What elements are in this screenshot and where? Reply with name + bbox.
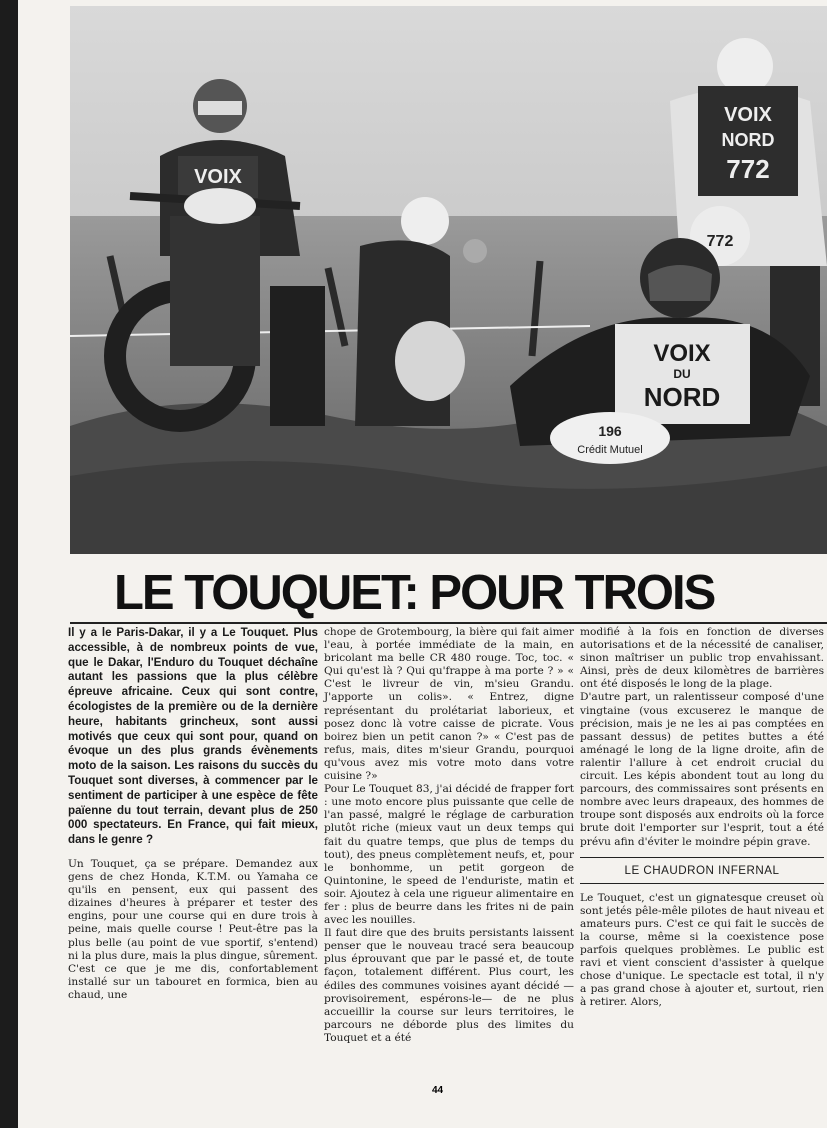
column-1	[68, 626, 318, 1002]
column-3	[580, 626, 824, 1010]
column-3-paragraph-3: Le Touquet, c'est un gignatesque creuset où sont jetés pêle-mêle pilotes de haut niveau et amateurs purs. C'est ce qui fait le succès de la course, même si la coexistence pose parfois quelques problèmes. Le public est ravi et vient conscient d'assister à quelque chose d'unique. Le spectacle est total, il n'y a pas grand chose à ajouter et, surtout, rien à retirer. Alors,	[580, 891, 824, 1009]
column-3-paragraph-2: D'autre part, un ralentisseur composé d'une vingtaine (vous excuserez le manque de précision, mais je ne les ai pas comptées en passant dessus) de petites buttes a été aménagé le long de la ligne droite, afin de ralentir l'allure à cet endroit crucial du circuit. Les képis abondent tout au long du parcours, des commissaires sont présents en nombre avec leurs drapeaux, des hommes de troupe sont disposés aux endroits où la force brute doit l'emporter sur l'esprit, tout a été prévu afin d'éviter le moindre pépin grave.	[580, 691, 824, 848]
svg-text:VOIX: VOIX	[724, 104, 772, 126]
article-headline: LE TOUQUET: POUR TROIS	[114, 566, 715, 620]
svg-text:VOIX: VOIX	[194, 166, 242, 188]
svg-text:NORD: NORD	[721, 130, 775, 150]
enduro-race-photo	[70, 6, 827, 554]
column-2-paragraph-2: Pour Le Touquet 83, j'ai décidé de frapper fort : une moto encore plus puissante que celle de l'an passé, malgré le réglage de carburation plutôt riche (mieux vaut un deux temps qui fait du quatre temps, que plus de temps du tout), des pneus complètement neufs, et, pour le bonhomme, un petit gorgeon de Quintonine, le speed de l'enduriste, matin et soir. Ajoutez à cela une rigueur alimentaire en fer : plus de beurre dans les frites ni de pain avec les nouilles.	[324, 783, 574, 927]
column-1-body: Un Touquet, ça se prépare. Demandez aux gens de chez Honda, K.T.M. ou Yamaha ce qu'ils en pensent, eux qui passent des dizaines d'heures à préparer et tester des engins, pour une course qui en dure trois à peine, mais quelle course ! Peut-être pas la plus belle (au point de vue sportif, s'entend) ni la plus dure, mais la plus dingue, sûrement. C'est ce que je me dis, confortablement installé sur un tabouret en formica, bien au chaud, une	[68, 857, 318, 1001]
headline-rule	[70, 622, 827, 624]
magazine-page	[18, 0, 827, 1128]
section-subheading: LE CHAUDRON INFERNAL	[580, 857, 824, 884]
column-2-paragraph-1: chope de Grotembourg, la bière qui fait aimer l'eau, à portée immédiate de la main, en bricolant ma belle CR 480 rouge. Toc, toc. « Qui qu'est là ? Qui qu'frappe à ma porte ? » « C'est le livreur de vin, m'sieu Grandu. J'apporte un colis». « Entrez, digne représentant du prolétariat laborieux, et posez donc là votre caisse de picrate. Vous boirez bien un petit canon ?» « C'est pas de refus, mais, dites m'sieur Grandu, pourquoi qu'vous avez mis votre moto dans votre cuisine ?»	[324, 626, 574, 783]
svg-text:772: 772	[706, 233, 734, 250]
svg-text:196: 196	[598, 423, 622, 439]
article-lead: Il y a le Paris-Dakar, il y a Le Touquet. Plus accessible, à de nombreux points de vue, que le Dakar, l'Enduro du Touquet déchaîne autant les passions que la plus célèbre épreuve africaine. Ceux qui sont contre, écologistes de la première ou de la dernière heure, habitants grincheux, sont aussi motivés que ceux qui sont pour, quand on évoque un des plus grands évènements moto de la saison. Les raisons du succès du Touquet sont diverses, à commencer par le sentiment de participer à une espèce de fête païenne du tout terrain, devant plus de 250 000 spectateurs. En France, qui fait mieux, dans le genre ?	[68, 626, 318, 847]
svg-text:772: 772	[726, 154, 770, 184]
svg-text:Crédit Mutuel: Crédit Mutuel	[577, 444, 643, 456]
column-2-paragraph-3: Il faut dire que des bruits persistants laissent penser que le nouveau tracé sera beaucoup plus éprouvant que par le passé et, de toute façon, totalement différent. Plus court, les édiles des communes voisines ayant décidé —provisoirement, espérons-le— de ne plus accueillir la course sur leurs territoires, le parcours ne déborde plus des limites du Touquet et a été	[324, 927, 574, 1044]
svg-text:NORD: NORD	[643, 382, 721, 412]
column-2	[324, 626, 574, 1045]
photo-illustration	[70, 6, 827, 554]
svg-text:VOIX: VOIX	[653, 340, 711, 367]
page-number: 44	[432, 1085, 444, 1096]
column-3-paragraph-1: modifié à la fois en fonction de diverses autorisations et de la nécessité de canaliser, sinon maîtriser un public trop envahissant. Ainsi, près de deux kilomètres de barrières ont été disposés le long de la plage.	[580, 626, 824, 691]
svg-text:DU: DU	[673, 367, 691, 381]
